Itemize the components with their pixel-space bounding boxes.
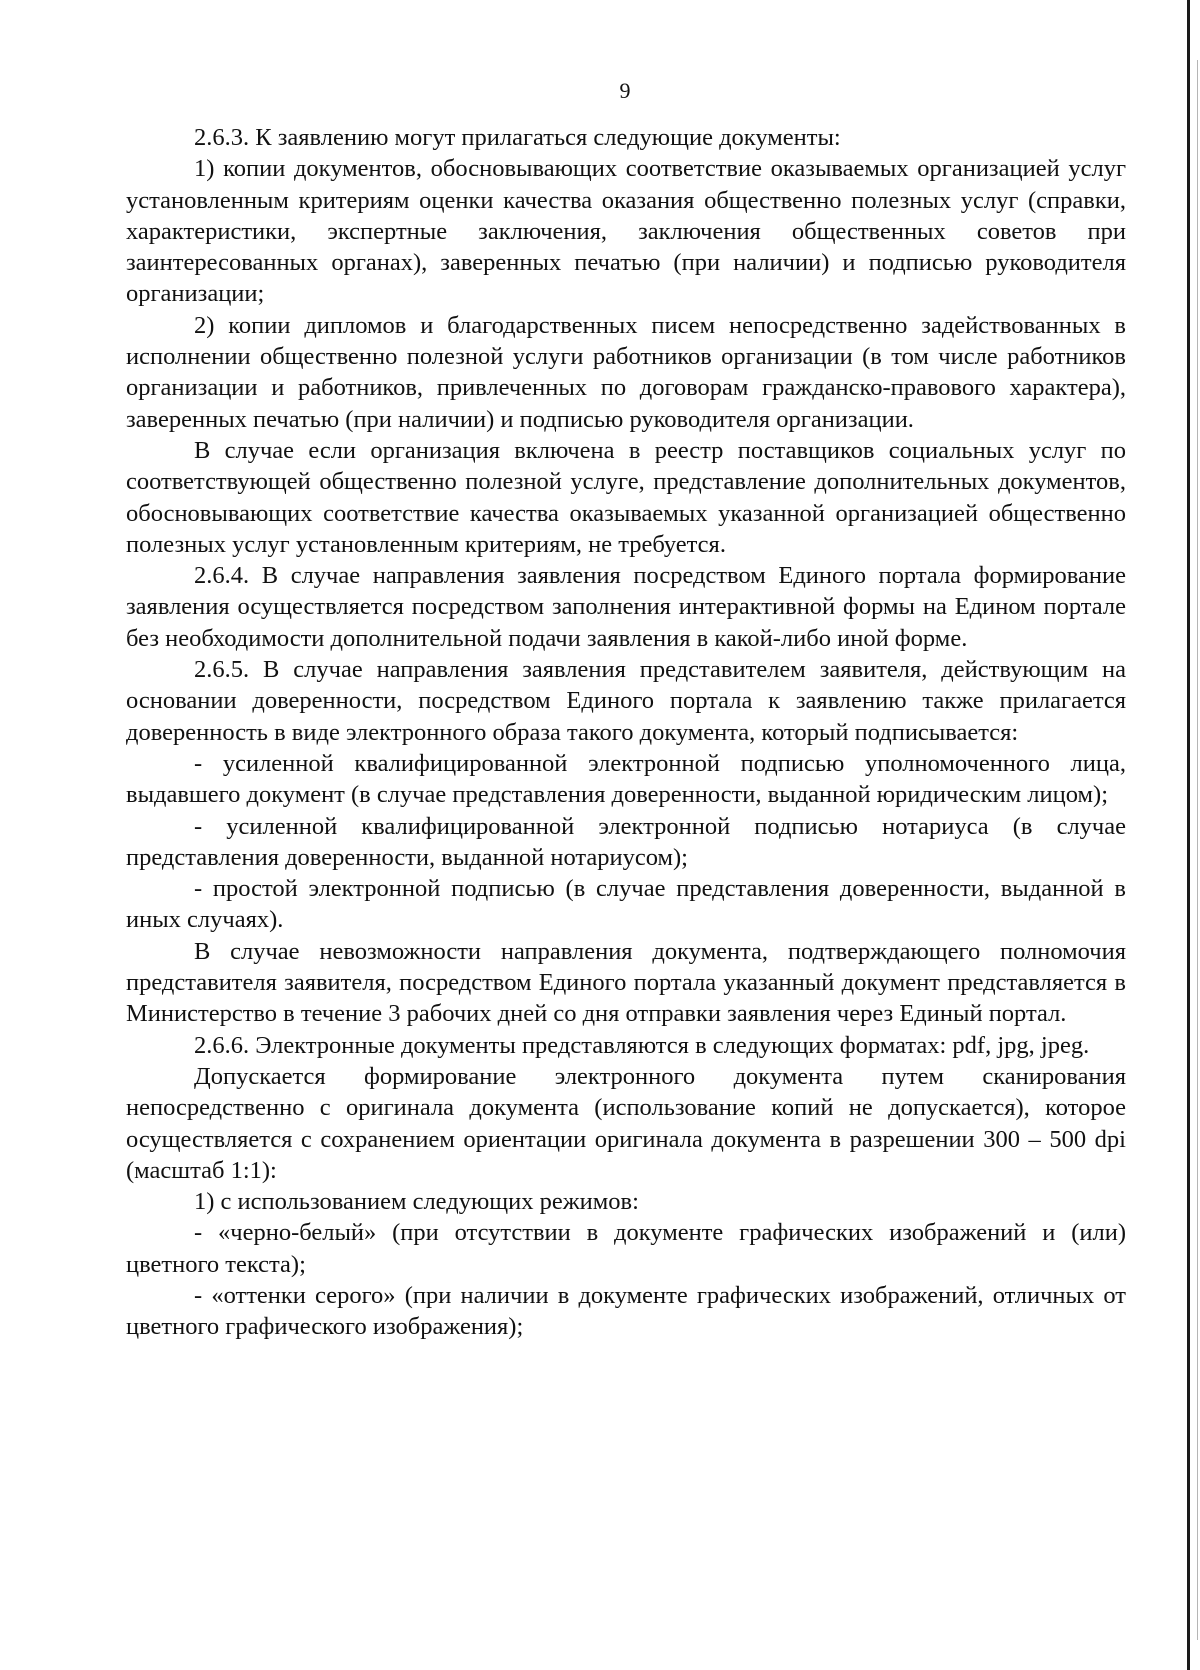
paragraph-2-6-5: 2.6.5. В случае направления заявления представителем заявителя, действующим на основании доверенности, посредством Единого портала к заявлению также прилагается доверенность в виде электронного образа такого документа, который подписывается: [126, 656, 1126, 746]
paragraph-scanning: Допускается формирование электронного документа путем сканирования непосредственно с оригинала документа (использование копий не допускается), которое осуществляется с сохранением ориентации оригинала документа в разрешении 300 – 500 dpi (масштаб 1:1): [126, 1062, 1126, 1184]
list-item-modes: 1) с использованием следующих режимов: [194, 1188, 639, 1216]
list-item-2-diplomas: 2) копии дипломов и благодарственных писем непосредственно задействованных в исполнении общественно полезной услуги работников организации (в том числе работников организации и работников, привлеченных по договорам гражданско-правового характера), заверенных печатью (при наличии) и подписью руководителя организации. [126, 311, 1126, 433]
bullet-black-white: - «черно-белый» (при отсутствии в документе графических изображений и (или) цветного текста); [126, 1219, 1126, 1278]
bullet-qualified-signature-notary: - усиленной квалифицированной электронной подписью нотариуса (в случае представления доверенности, выданной нотариусом); [126, 812, 1126, 871]
paragraph-2-6-6: 2.6.6. Электронные документы представляются в следующих форматах: pdf, jpg, jpeg. [194, 1031, 1090, 1059]
bullet-grayscale: - «оттенки серого» (при наличии в документе графических изображений, отличных от цветного графического изображения); [126, 1281, 1126, 1341]
paragraph-2-6-3: 2.6.3. К заявлению могут прилагаться следующие документы: [194, 124, 841, 151]
bullet-simple-signature: - простой электронной подписью (в случае представления доверенности, выданной в иных случаях). [126, 875, 1126, 934]
scan-edge-shadow [1197, 60, 1198, 1640]
bullet-qualified-signature-authorized: - усиленной квалифицированной электронной подписью уполномоченного лица, выдавшего документ (в случае представления доверенности, выданной юридическим лицом); [126, 749, 1126, 809]
paragraph-2-6-4: 2.6.4. В случае направления заявления посредством Единого портала формирование заявления осуществляется посредством заполнения интерактивной формы на Едином портале без необходимости дополнительной подачи заявления в какой-либо иной форме. [126, 562, 1126, 652]
list-item-1-copies: 1) копии документов, обосновывающих соответствие оказываемых организацией услуг установленным критериям оценки качества оказания общественно полезных услуг (справки, характеристики, экспертные заключения, заключения общественных советов при заинтересованных органах), заверенных печатью (при наличии) и подписью руководителя организации; [126, 155, 1126, 308]
document-body [126, 122, 1126, 1343]
paragraph-impossibility: В случае невозможности направления документа, подтверждающего полномочия представителя заявителя, посредством Единого портала указанный документ представляется в Министерство в течение 3 рабочих дней со дня отправки заявления через Единый портал. [126, 937, 1126, 1028]
paragraph-registry-note: В случае если организация включена в реестр поставщиков социальных услуг по соответствующей общественно полезной услуге, представление дополнительных документов, обосновывающих соответствие качества оказываемых указанной организацией общественно полезных услуг установленным критериям, не требуется. [126, 436, 1126, 558]
scan-edge-line [1187, 0, 1190, 1670]
page-number: 9 [619, 78, 631, 103]
